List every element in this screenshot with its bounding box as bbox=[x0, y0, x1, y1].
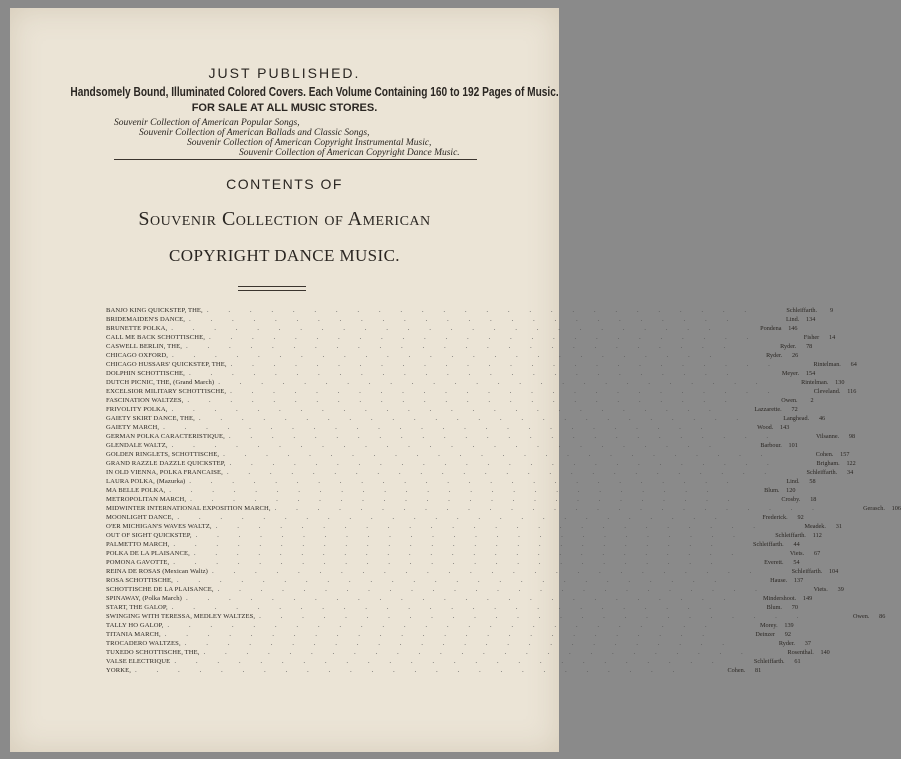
header-binding-note: Handsomely Bound, Illuminated Colored Covers. Each Volume Containing 160 to 192 Pages of Music. bbox=[70, 84, 559, 99]
entry-composer: Hause. bbox=[770, 577, 788, 584]
entry-title: SWINGING WITH TERESSA, MEDLEY WALTZES, bbox=[106, 613, 256, 620]
entry-composer: Cleveland. bbox=[813, 388, 841, 395]
entry-page-number: 116 bbox=[847, 388, 857, 395]
entry-title: OUT OF SIGHT QUICKSTEP, bbox=[106, 532, 192, 539]
leader-dots: . . . . . . . . . . . . . . . . . . . . . . . . . . bbox=[171, 441, 720, 449]
entry-composer: Gerasch. bbox=[863, 505, 885, 512]
entry-composer: Brigham. bbox=[816, 460, 840, 467]
entry-page-number: 58 bbox=[809, 478, 816, 485]
list-item bbox=[106, 306, 834, 315]
leader-dots: . . . . . . . . . . . . . . . . . . . . . . . . . . bbox=[184, 639, 733, 647]
entry-composer: Everett. bbox=[764, 559, 784, 566]
entry-page-number: 61 bbox=[794, 658, 801, 665]
entry-page-number: 39 bbox=[837, 586, 844, 593]
list-item bbox=[106, 450, 850, 459]
list-item bbox=[106, 603, 798, 612]
list-item bbox=[106, 369, 816, 378]
list-item bbox=[106, 315, 816, 324]
entry-composer: Rosenthal. bbox=[787, 649, 814, 656]
entry-title: GERMAN POLKA CARACTERISTIQUE, bbox=[106, 433, 225, 440]
list-item bbox=[106, 414, 826, 423]
leader-dots: . . . . . . . . . . . . . . . . . . . . . . . . . . bbox=[215, 522, 764, 530]
leader-dots: . . . . . . . . . . . . . . . . . . . . . . . . . . bbox=[274, 504, 823, 512]
leader-dots: . . . . . . . . . . . . . . . . . . . . . . . . . . bbox=[193, 549, 743, 557]
list-item bbox=[106, 540, 800, 549]
leader-dots: . . . . . . . . . . . . . . . . . . . . . . . . . . bbox=[195, 531, 744, 539]
entry-composer: Schleiffarth. bbox=[753, 541, 784, 548]
list-item bbox=[106, 387, 857, 396]
leader-dots: . . . . . . . . . . . . . . . . . . . . . . . . . . bbox=[198, 414, 748, 422]
entry-title: MOONLIGHT DANCE, bbox=[106, 514, 174, 521]
leader-dots: . . . . . . . . . . . . . . . . . . . . . . . . . . bbox=[174, 657, 723, 665]
entry-title: O'ER MICHIGAN'S WAVES WALTZ, bbox=[106, 523, 212, 530]
entry-title: CHICAGO OXFORD, bbox=[106, 352, 168, 359]
entry-composer: Viets. bbox=[789, 550, 805, 557]
entry-page-number: 120 bbox=[786, 487, 796, 494]
list-item bbox=[106, 441, 798, 450]
entry-title: VALSE ELECTRIQUE bbox=[106, 658, 171, 665]
entry-page-number: 2 bbox=[810, 397, 814, 404]
entry-title: EXCELSIOR MILITARY SCHOTTISCHE, bbox=[106, 388, 227, 395]
header-just-published: JUST PUBLISHED. bbox=[208, 65, 361, 81]
list-item bbox=[106, 585, 844, 594]
entry-composer: Barbour. bbox=[760, 442, 782, 449]
entry-title: CALL ME BACK SCHOTTISCHE, bbox=[106, 334, 205, 341]
list-item bbox=[106, 522, 842, 531]
list-item bbox=[106, 612, 886, 621]
leader-dots: . . . . . . . . . . . . . . . . . . . . . . . . . . bbox=[171, 603, 720, 611]
list-item bbox=[106, 567, 839, 576]
entry-composer: Schleiffarth. bbox=[753, 658, 785, 665]
leader-dots: . . . . . . . . . . . . . . . . . . . . . . . . . . bbox=[163, 423, 712, 431]
entry-page-number: 81 bbox=[755, 667, 762, 674]
entry-title: METROPOLITAN MARCH, bbox=[106, 496, 187, 503]
leader-dots: . . . . . . . . . . . . . . . . . . . . . . . . . . bbox=[190, 495, 739, 503]
entry-composer: Owen. bbox=[781, 397, 798, 404]
entry-title: MA BELLE POLKA, bbox=[106, 487, 166, 494]
entry-title: TALLY HO GALOP, bbox=[106, 622, 164, 629]
entry-composer: Meyer. bbox=[781, 370, 800, 377]
entry-page-number: 86 bbox=[879, 613, 886, 620]
entry-composer: Crosby. bbox=[781, 496, 801, 503]
contents-list bbox=[106, 306, 901, 675]
header-for-sale: FOR SALE AT ALL MUSIC STORES. bbox=[191, 102, 378, 114]
entry-page-number: 122 bbox=[846, 460, 856, 467]
leader-dots: . . . . . . . . . . . . . . . . . . . . . . . . . . bbox=[189, 315, 738, 323]
entry-page-number: 106 bbox=[891, 505, 901, 512]
entry-composer: Blum. bbox=[766, 604, 782, 611]
entry-page-number: 154 bbox=[805, 370, 816, 377]
entry-page-number: 137 bbox=[793, 577, 804, 584]
entry-page-number: 31 bbox=[835, 523, 842, 530]
entry-page-number: 18 bbox=[810, 496, 817, 503]
entry-composer: Meadek. bbox=[804, 523, 826, 530]
leader-dots: . . . . . . . . . . . . . . . . . . . . . . . . . . bbox=[230, 360, 779, 368]
entry-title: GAIETY MARCH, bbox=[106, 424, 160, 431]
list-item bbox=[106, 630, 791, 639]
entry-title: TROCADERO WALTZES, bbox=[106, 640, 181, 647]
entry-composer: Lazzarette. bbox=[754, 406, 782, 413]
entry-page-number: 130 bbox=[835, 379, 845, 386]
collection-subtitle: COPYRIGHT DANCE MUSIC. bbox=[169, 246, 400, 265]
leader-dots: . . . . . . . . . . . . . . . . . . . . . . . . . . bbox=[189, 477, 738, 485]
entry-page-number: 46 bbox=[818, 415, 826, 422]
leader-dots: . . . . . . . . . . . . . . . . . . . . . . . . . . bbox=[171, 324, 720, 332]
entry-page-number: 146 bbox=[788, 325, 798, 332]
collection-line-4: Souvenir Collection of American Copyright Dance Music. bbox=[239, 148, 460, 158]
entry-title: IN OLD VIENNA, POLKA FRANCAISE, bbox=[106, 469, 223, 476]
entry-title: BRIDEMAIDEN'S DANCE, bbox=[106, 316, 186, 323]
entry-page-number: 139 bbox=[784, 622, 794, 629]
entry-page-number: 9 bbox=[829, 307, 834, 314]
entry-page-number: 140 bbox=[820, 649, 830, 656]
entry-page-number: 26 bbox=[792, 352, 799, 359]
entry-composer: Morey. bbox=[760, 622, 778, 629]
contents-heading: CONTENTS OF bbox=[226, 176, 343, 192]
leader-dots: . . . . . . . . . . . . . . . . . . . . . . . . . . bbox=[206, 306, 756, 314]
entry-title: ROSA SCHOTTISCHE, bbox=[106, 577, 173, 584]
entry-title: TUXEDO SCHOTTISCHE, THE, bbox=[106, 649, 200, 656]
entry-page-number: 98 bbox=[848, 433, 856, 440]
entry-title: CASWELL BERLIN, THE, bbox=[106, 343, 182, 350]
entry-title: GAIETY SKIRT DANCE, THE, bbox=[106, 415, 195, 422]
entry-composer: Ryder. bbox=[780, 343, 797, 350]
collection-line-3: Souvenir Collection of American Copyright Instrumental Music, bbox=[187, 138, 432, 148]
list-item bbox=[106, 504, 901, 513]
entry-page-number: 54 bbox=[793, 559, 800, 566]
entry-composer: Pondena bbox=[760, 325, 782, 332]
entry-page-number: 72 bbox=[791, 406, 798, 413]
entry-page-number: 134 bbox=[806, 316, 816, 323]
leader-dots: . . . . . . . . . . . . . . . . . . . . . . . . . . bbox=[229, 459, 778, 467]
entry-page-number: 92 bbox=[784, 631, 791, 638]
entry-composer: Rintelman. bbox=[801, 379, 829, 386]
entry-page-number: 37 bbox=[804, 640, 811, 647]
leader-dots: . . . . . . . . . . . . . . . . . . . . . . . . . . bbox=[217, 585, 766, 593]
list-item bbox=[106, 486, 796, 495]
entry-title: GLENDALE WALTZ, bbox=[106, 442, 168, 449]
list-item bbox=[106, 423, 790, 432]
entry-title: SPINAWAY, (Polka March) bbox=[106, 595, 182, 602]
entry-page-number: 34 bbox=[846, 469, 854, 476]
entry-title: FASCINATION WALTZES, bbox=[106, 397, 184, 404]
leader-dots: . . . . . . . . . . . . . . . . . . . . . . . . . . bbox=[228, 432, 778, 440]
collection-title: Souvenir Collection of American bbox=[138, 208, 431, 230]
leader-dots: . . . . . . . . . . . . . . . . . . . . . . . . . . bbox=[218, 378, 767, 386]
leader-dots: . . . . . . . . . . . . . . . . . . . . . . . . . . bbox=[167, 621, 716, 629]
entry-composer: Schleiffarth. bbox=[791, 568, 823, 575]
list-item bbox=[106, 378, 845, 387]
entry-composer: Schleiffarth. bbox=[775, 532, 806, 539]
list-item bbox=[106, 666, 762, 675]
entry-page-number: 149 bbox=[802, 595, 813, 602]
entry-title: DOLPHIN SCHOTTISCHE, bbox=[106, 370, 185, 377]
list-item bbox=[106, 477, 816, 486]
leader-dots: . . . . . . . . . . . . . . . . . . . . . . . . . . bbox=[188, 369, 738, 377]
ornamental-rule bbox=[238, 286, 306, 291]
entry-page-number: 44 bbox=[793, 541, 800, 548]
catalog-page bbox=[10, 8, 901, 752]
entry-page-number: 14 bbox=[829, 334, 836, 341]
list-item bbox=[106, 324, 798, 333]
list-item bbox=[106, 648, 830, 657]
leader-dots: . . . . . . . . . . . . . . . . . . . . . . . . . . bbox=[187, 396, 736, 404]
leader-dots: . . . . . . . . . . . . . . . . . . . . . . . . . . bbox=[173, 558, 722, 566]
entry-composer: Lind. bbox=[786, 478, 800, 485]
list-item bbox=[106, 459, 856, 468]
leader-dots: . . . . . . . . . . . . . . . . . . . . . . . . . . bbox=[226, 468, 776, 476]
entry-composer: Deinzer bbox=[755, 631, 775, 638]
collection-line-1: Souvenir Collection of American Popular Songs, bbox=[114, 118, 300, 128]
entry-composer: Cohen. bbox=[815, 451, 834, 458]
list-item bbox=[106, 639, 811, 648]
entry-composer: Vilsanne. bbox=[815, 433, 840, 440]
entry-composer: Mindershoot. bbox=[763, 595, 797, 602]
list-item bbox=[106, 594, 813, 603]
entry-composer: Fisher bbox=[803, 334, 820, 341]
list-item bbox=[106, 657, 801, 666]
leader-dots: . . . . . . . . . . . . . . . . . . . . . . . . . . bbox=[134, 666, 684, 674]
list-item bbox=[106, 360, 857, 369]
list-item bbox=[106, 468, 854, 477]
leader-dots: . . . . . . . . . . . . . . . . . . . . . . . . . . bbox=[230, 387, 779, 395]
entry-composer: Lind. bbox=[786, 316, 800, 323]
entry-title: YORKE, bbox=[106, 667, 131, 674]
leader-dots: . . . . . . . . . . . . . . . . . . . . . . . . . . bbox=[173, 540, 722, 548]
leader-dots: . . . . . . . . . . . . . . . . . . . . . . . . . . bbox=[186, 342, 735, 350]
entry-title: FRIVOLITY POLKA, bbox=[106, 406, 168, 413]
entry-title: POMONA GAVOTTE, bbox=[106, 559, 170, 566]
list-item bbox=[106, 396, 814, 405]
list-item bbox=[106, 405, 798, 414]
entry-title: CHICAGO HUSSARS' QUICKSTEP, THE, bbox=[106, 361, 227, 368]
entry-page-number: 92 bbox=[797, 514, 804, 521]
divider-rule bbox=[114, 159, 477, 160]
leader-dots: . . . . . . . . . . . . . . . . . . . . . . . . . . bbox=[171, 351, 721, 359]
leader-dots: . . . . . . . . . . . . . . . . . . . . . . . . . . bbox=[169, 486, 718, 494]
leader-dots: . . . . . . . . . . . . . . . . . . . . . . . . . . bbox=[164, 630, 713, 638]
entry-composer: Viets. bbox=[813, 586, 828, 593]
entry-composer: Schleiffarth. bbox=[786, 307, 818, 314]
leader-dots: . . . . . . . . . . . . . . . . . . . . . . . . . . bbox=[208, 333, 758, 341]
entry-title: REINA DE ROSAS (Mexican Waltz) bbox=[106, 568, 208, 575]
leader-dots: . . . . . . . . . . . . . . . . . . . . . . . . . . bbox=[223, 450, 772, 458]
entry-page-number: 70 bbox=[791, 604, 798, 611]
entry-title: START, THE GALOP, bbox=[106, 604, 168, 611]
list-item bbox=[106, 531, 822, 540]
list-item bbox=[106, 342, 813, 351]
entry-composer: Wood. bbox=[757, 424, 774, 431]
entry-composer: Cohen. bbox=[727, 667, 746, 674]
entry-page-number: 157 bbox=[840, 451, 850, 458]
entry-title: BANJO KING QUICKSTEP, THE, bbox=[106, 307, 203, 314]
entry-title: LAURA POLKA, (Mazurka) bbox=[106, 478, 186, 485]
list-item bbox=[106, 621, 794, 630]
entry-title: GOLDEN RINGLETS, SCHOTTISCHE, bbox=[106, 451, 220, 458]
entry-title: POLKA DE LA PLAISANCE, bbox=[106, 550, 190, 557]
entry-title: BRUNETTE POLKA, bbox=[106, 325, 168, 332]
list-item bbox=[106, 513, 804, 522]
leader-dots: . . . . . . . . . . . . . . . . . . . . . . . . . . bbox=[211, 567, 761, 575]
leader-dots: . . . . . . . . . . . . . . . . . . . . . . . . . . bbox=[176, 576, 726, 584]
entry-composer: Frederick. bbox=[762, 514, 788, 521]
entry-title: DUTCH PICNIC, THE, (Grand March) bbox=[106, 379, 215, 386]
entry-composer: Owen. bbox=[853, 613, 870, 620]
entry-page-number: 78 bbox=[806, 343, 813, 350]
entry-composer: Ryder. bbox=[766, 352, 783, 359]
entry-title: GRAND RAZZLE DAZZLE QUICKSTEP, bbox=[106, 460, 226, 467]
entry-title: SCHOTTISCHE DE LA PLAISANCE, bbox=[106, 586, 214, 593]
leader-dots: . . . . . . . . . . . . . . . . . . . . . . . . . . bbox=[259, 612, 808, 620]
list-item bbox=[106, 432, 856, 441]
entry-page-number: 112 bbox=[812, 532, 822, 539]
list-item bbox=[106, 576, 804, 585]
entry-title: PALMETTO MARCH, bbox=[106, 541, 170, 548]
list-item bbox=[106, 549, 821, 558]
entry-composer: Blum. bbox=[764, 487, 780, 494]
collection-line-2: Souvenir Collection of American Ballads and Classic Songs, bbox=[139, 128, 370, 138]
entry-composer: Ryder. bbox=[778, 640, 795, 647]
leader-dots: . . . . . . . . . . . . . . . . . . . . . . . . . . bbox=[185, 594, 735, 602]
entry-title: TITANIA MARCH, bbox=[106, 631, 161, 638]
entry-page-number: 104 bbox=[828, 568, 839, 575]
entry-composer: Rintelman. bbox=[813, 361, 841, 368]
entry-title: MIDWINTER INTERNATIONAL EXPOSITION MARCH, bbox=[106, 505, 271, 512]
entry-composer: Schleiffarth. bbox=[806, 469, 838, 476]
list-item bbox=[106, 351, 799, 360]
list-item bbox=[106, 333, 836, 342]
entry-page-number: 143 bbox=[780, 424, 790, 431]
list-item bbox=[106, 495, 817, 504]
entry-page-number: 64 bbox=[850, 361, 857, 368]
list-item bbox=[106, 558, 800, 567]
entry-composer: Langhead. bbox=[783, 415, 810, 422]
leader-dots: . . . . . . . . . . . . . . . . . . . . . . . . . . bbox=[177, 513, 726, 521]
leader-dots: . . . . . . . . . . . . . . . . . . . . . . . . . . bbox=[171, 405, 720, 413]
entry-page-number: 67 bbox=[813, 550, 821, 557]
entry-page-number: 101 bbox=[788, 442, 798, 449]
leader-dots: . . . . . . . . . . . . . . . . . . . . . . . . . . bbox=[203, 648, 752, 656]
